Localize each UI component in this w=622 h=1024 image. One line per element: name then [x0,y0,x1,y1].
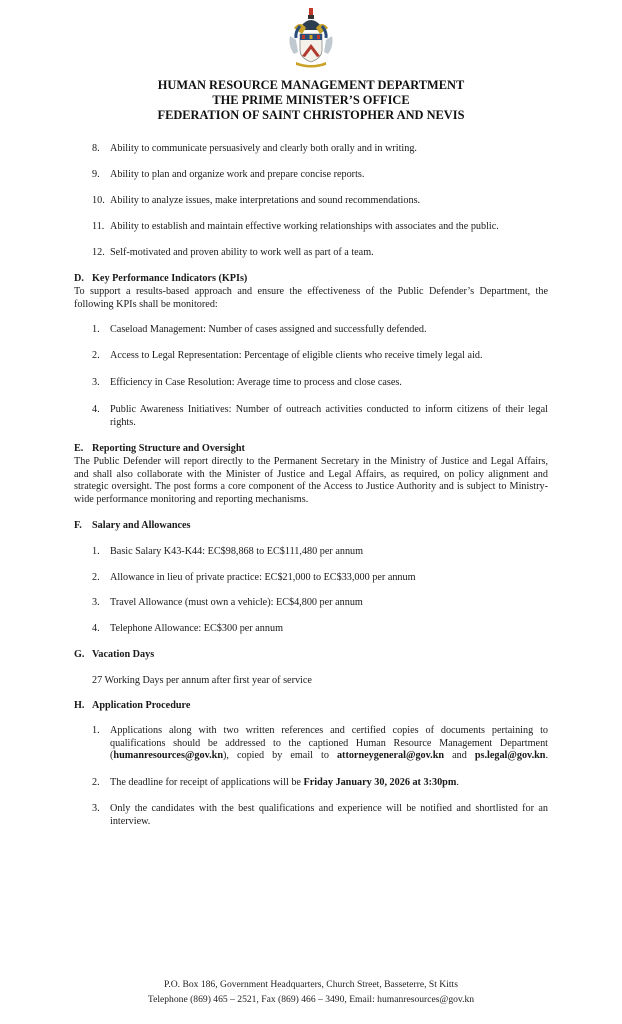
list-text: Caseload Management: Number of cases assigned and successfully defended. [110,324,427,335]
list-item [92,195,548,208]
list-text: Self-motivated and proven ability to work well as part of a team. [110,247,374,258]
list-item [92,546,548,559]
list-text: Allowance in lieu of private practice: EC$21,000 to EC$33,000 per annum [110,572,416,583]
footer-contact: Telephone (869) 465 – 2521, Fax (869) 466 – 3490, Email: humanresources@gov.kn [147,993,475,1005]
list-text [110,725,548,763]
list-text: Ability to establish and maintain effective working relationships with associates and the public. [110,221,499,232]
list-text: Travel Allowance (must own a vehicle): EC$4,800 per annum [110,597,363,608]
list-number: 11. [92,221,105,232]
letterhead-line-1: HUMAN RESOURCE MANAGEMENT DEPARTMENT [157,78,465,92]
list-item [92,247,548,260]
list-number: 3. [92,597,100,608]
section-title: Reporting Structure and Oversight [92,443,245,454]
section-title: Application Procedure [92,700,191,711]
list-text: Ability to communicate persuasively and clearly both orally and in writing. [110,143,417,154]
list-number: 10. [92,195,105,206]
list-number: 2. [92,350,100,361]
list-number: 1. [92,324,100,335]
list-item [92,597,548,610]
list-text: Access to Legal Representation: Percentage of eligible clients who receive timely legal aid. [110,350,483,361]
vacation-text: 27 Working Days per annum after first year of service [92,675,312,686]
list-number: 9. [92,169,100,180]
section-letter: H. [74,700,85,711]
section-letter: F. [74,520,82,531]
text-run: ), copied by email to [223,750,337,762]
list-text [110,777,548,790]
list-text: Ability to analyze issues, make interpretations and sound recommendations. [110,195,421,206]
text-run: The deadline for receipt of applications will be [110,777,304,788]
list-number: 1. [92,546,100,557]
email-attorneygeneral: attorneygeneral@gov.kn [336,750,445,762]
list-item [92,169,548,182]
text-run: and [444,750,475,762]
section-letter: G. [74,649,85,660]
section-title: Vacation Days [92,649,155,660]
section-title: Key Performance Indicators (KPIs) [92,273,248,284]
list-item [92,143,548,156]
email-ps-legal: ps.legal@gov.kn [474,750,546,762]
list-number: 4. [92,404,100,415]
reporting-paragraph: The Public Defender will report directly to the Permanent Secretary in the Ministry of Justice and Legal Affairs, and shall also collaborate with the Minister of Justice and Legal Affairs, as required, on policy alignment and strategic oversight. The post forms a core component of the Access to Justice Authority and is subject to Ministry-wide performance monitoring and reporting mechanisms. [74,456,548,505]
list-number: 3. [92,803,100,814]
list-number: 3. [92,377,100,388]
list-item [92,350,548,363]
text-run: Applications along with two written references and certified copies of documents pertaining to qualifications should be addressed to the captioned Human Resource Management Department ( [110,725,548,762]
list-item [92,572,548,585]
list-item [92,725,548,763]
letterhead-line-3: FEDERATION OF SAINT CHRISTOPHER AND NEVIS [157,108,465,122]
letterhead-footer [0,978,622,1007]
list-text: Only the candidates with the best qualifications and experience will be notified and shortlisted for an interview. [110,803,548,827]
list-number: 12. [92,247,105,258]
list-item [92,324,548,337]
list-text: Basic Salary K43-K44: EC$98,868 to EC$111,480 per annum [110,546,364,557]
list-number: 4. [92,623,100,634]
list-text: Ability to plan and organize work and prepare concise reports. [110,169,365,180]
section-heading-vacation [74,649,548,662]
list-number: 8. [92,143,100,154]
email-humanresources: humanresources@gov.kn [113,750,223,762]
list-text: Public Awareness Initiatives: Number of outreach activities conducted to inform citizens of their legal rights. [110,404,548,428]
section-letter: E. [74,443,84,454]
list-text: Efficiency in Case Resolution: Average time to process and close cases. [110,377,402,388]
letterhead-line-2: THE PRIME MINISTER’S OFFICE [212,93,410,107]
section-letter: D. [74,273,84,284]
section-heading-reporting [74,443,548,456]
list-number: 2. [92,572,100,583]
coat-of-arms-icon [286,4,336,70]
text-run: . [456,777,459,788]
section-title: Salary and Allowances [92,520,191,531]
list-number: 2. [92,777,100,788]
deadline: Friday January 30, 2026 at 3:30pm [303,777,457,788]
footer-address: P.O. Box 186, Government Headquarters, Church Street, Basseterre, St Kitts [164,979,458,990]
list-text: Telephone Allowance: EC$300 per annum [110,623,283,634]
letterhead [0,78,622,123]
list-item [92,777,548,790]
kpi-intro: To support a results-based approach and ensure the effectiveness of the Public Defender’s Department, the following KPIs shall be monitored: [74,286,548,310]
list-item [92,404,548,429]
list-item [92,803,548,828]
section-heading-kpis [74,273,548,286]
section-heading-salary [74,520,548,533]
section-heading-application [74,700,548,713]
text-run: . [545,750,548,762]
list-item [92,221,548,234]
list-item [92,623,548,636]
list-item [92,377,548,390]
list-number: 1. [92,725,100,736]
